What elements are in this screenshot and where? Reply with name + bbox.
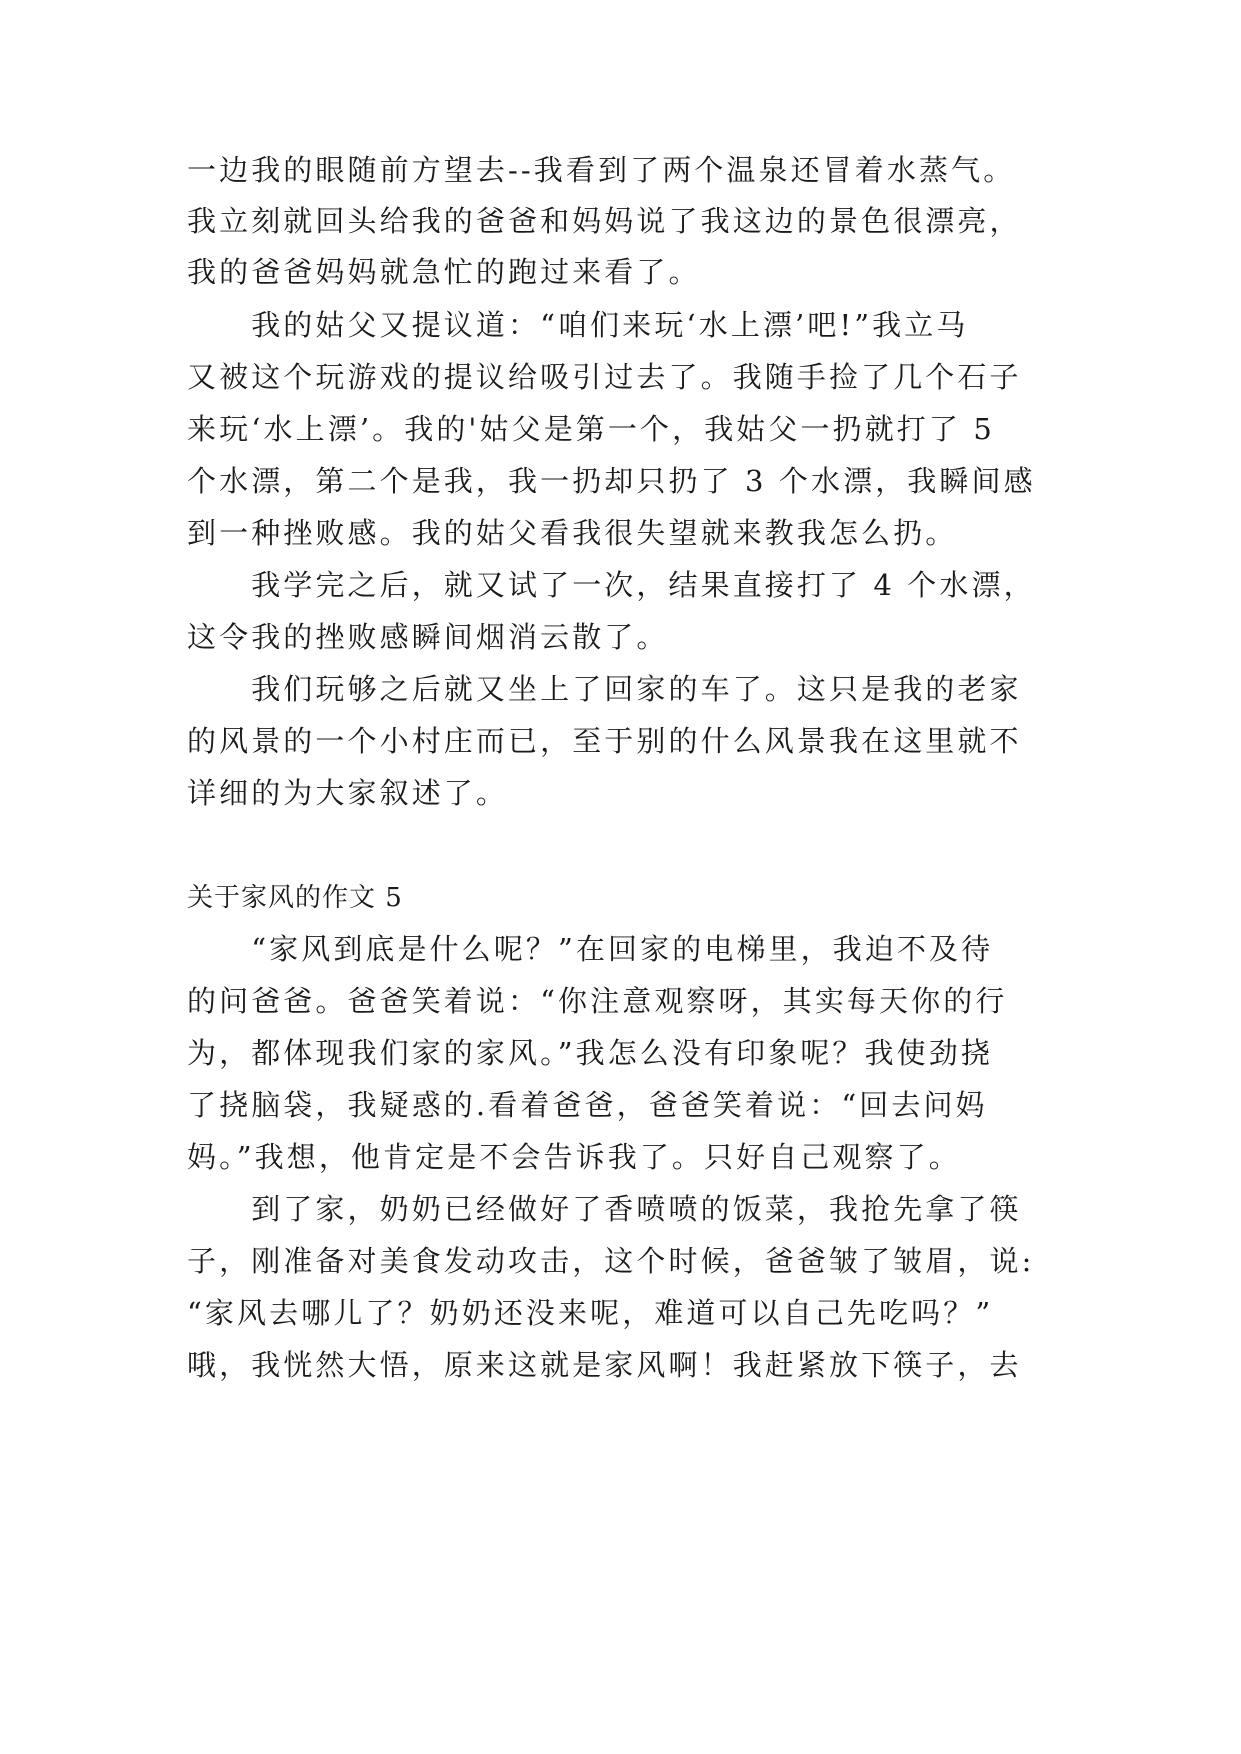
body-text-line: 这令我的挫败感瞬间烟消云散了。	[187, 620, 669, 654]
body-text-line: 到了家，奶奶已经做好了香喷喷的饭菜，我抢先拿了筷	[187, 1192, 1022, 1226]
body-text-line: 子，刚准备对美食发动攻击，这个时候，爸爸皱了皱眉，说:	[187, 1244, 1035, 1278]
body-text-line: 我的爸爸妈妈就急忙的跑过来看了。	[187, 255, 701, 289]
body-text-line: 详细的为大家叙述了。	[187, 776, 509, 810]
body-text-line: 我学完之后，就又试了一次，结果直接打了 4 个水漂，	[187, 568, 1036, 602]
body-text-line: 我的姑父又提议道：“咱们来玩‘水上漂’吧!”我立马	[187, 308, 969, 342]
body-text-line: “家风到底是什么呢？”在回家的电梯里，我迫不及待	[187, 932, 994, 966]
body-text-line: 妈。”我想，他肯定是不会告诉我了。只好自己观察了。	[187, 1140, 961, 1174]
body-text-line: 我立刻就回头给我的爸爸和妈妈说了我这边的景色很漂亮，	[187, 204, 1022, 238]
essay-heading: 关于家风的作文 5	[187, 883, 403, 913]
body-text-line: 哦，我恍然大悟，原来这就是家风啊！我赶紧放下筷子，去	[187, 1348, 1022, 1382]
body-text-line: 我们玩够之后就又坐上了回家的车了。这只是我的老家	[187, 672, 1022, 706]
body-text-line: 一边我的眼随前方望去--我看到了两个温泉还冒着水蒸气。	[187, 153, 1016, 187]
body-text-line: 来玩‘水上漂’。我的'姑父是第一个，我姑父一扔就打了 5	[187, 412, 995, 446]
body-text-line: 个水漂，第二个是我，我一扔却只扔了 3 个水漂，我瞬间感	[187, 464, 1036, 498]
body-text-line: 为，都体现我们家的家风。”我怎么没有印象呢？我使劲挠	[187, 1036, 993, 1070]
body-text-line: 又被这个玩游戏的提议给吸引过去了。我随手捡了几个石子	[187, 360, 1022, 394]
body-text-line: “家风去哪儿了？奶奶还没来呢，难道可以自己先吃吗？”	[187, 1296, 994, 1330]
body-text-line: 的风景的一个小村庄而已，至于别的什么风景我在这里就不	[187, 724, 1022, 758]
body-text-line: 了挠脑袋，我疑惑的.看着爸爸，爸爸笑着说：“回去问妈	[187, 1088, 988, 1122]
body-text-line: 到一种挫败感。我的姑父看我很失望就来教我怎么扔。	[187, 516, 958, 550]
body-text-line: 的问爸爸。爸爸笑着说：“你注意观察呀，其实每天你的行	[187, 984, 1008, 1018]
